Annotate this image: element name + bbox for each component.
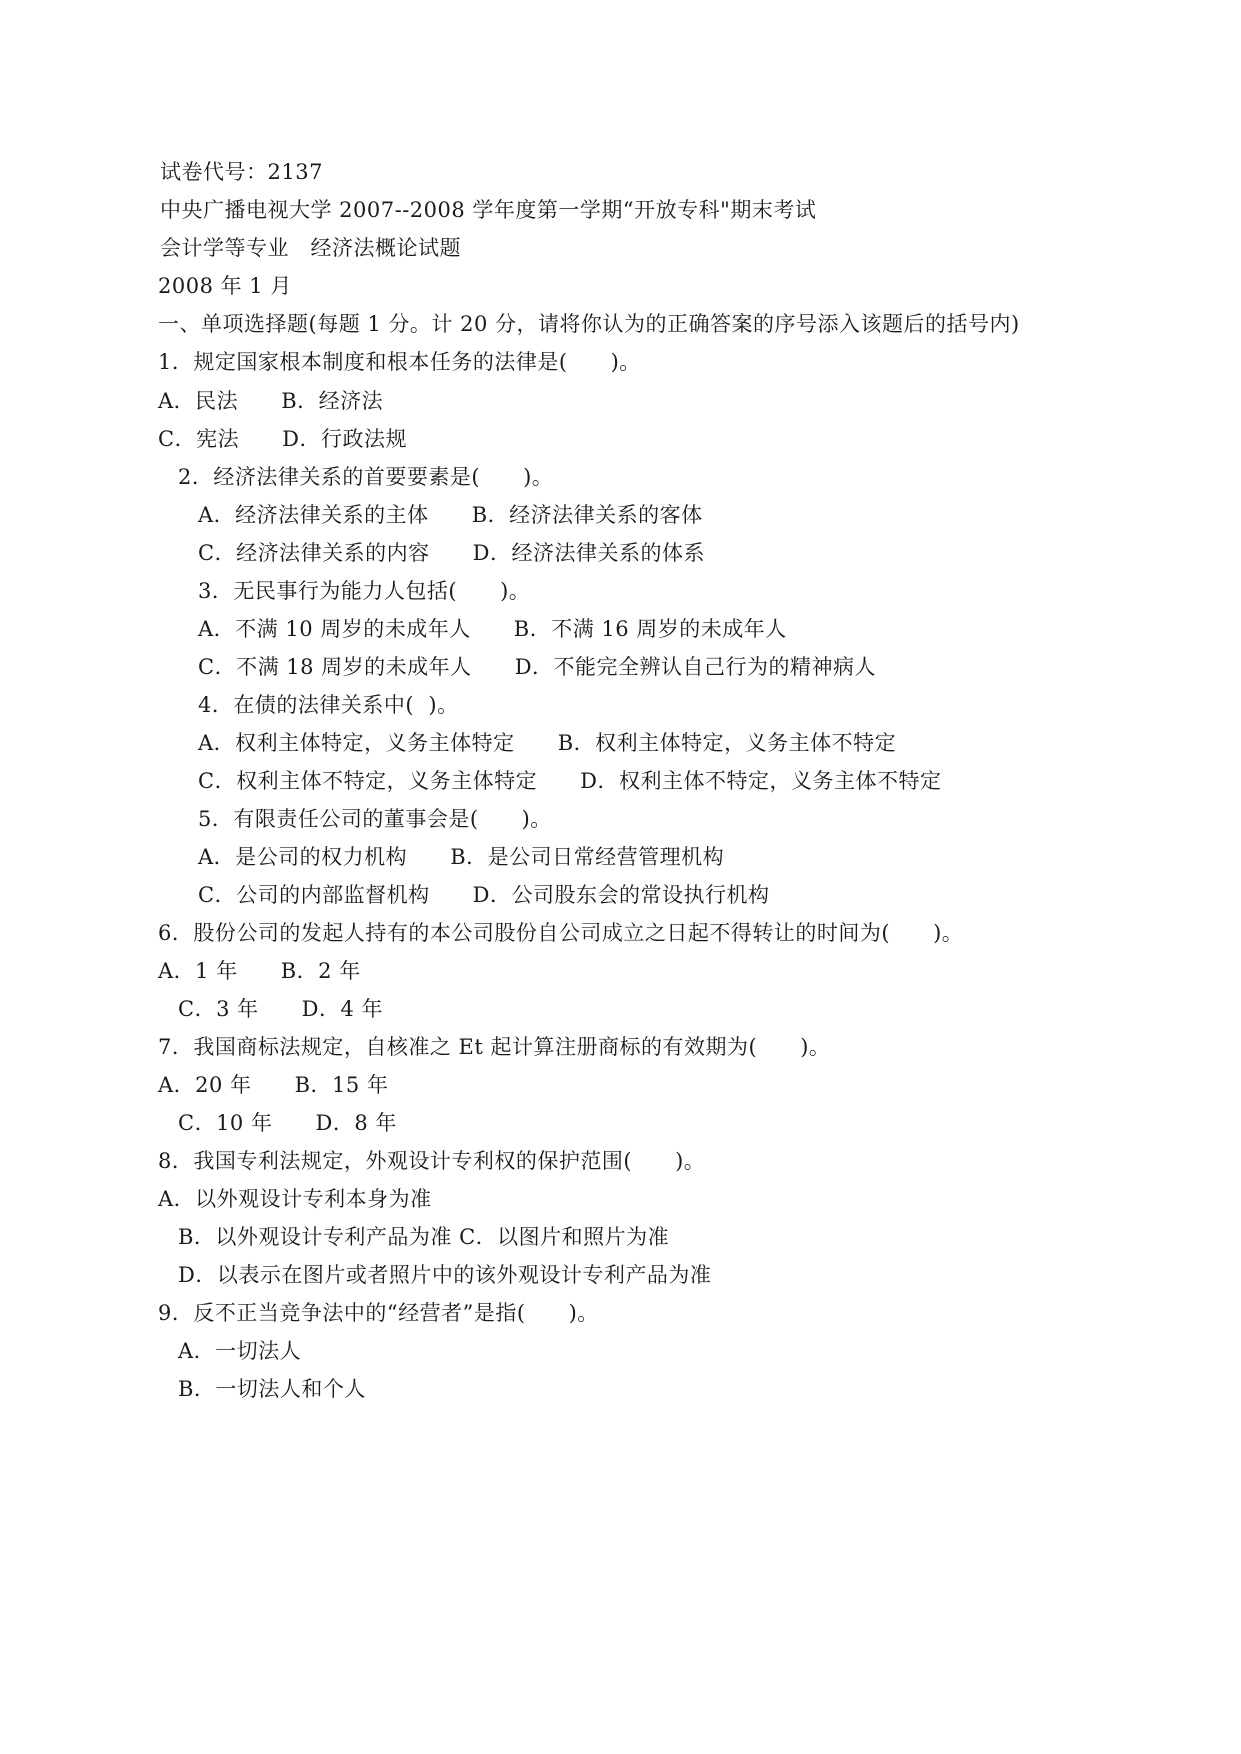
question-4-options-cd: C．权利主体不特定，义务主体特定 D．权利主体不特定，义务主体不特定 [198,769,942,793]
question-5-options-ab: A．是公司的权力机构 B．是公司日常经营管理机构 [198,845,725,869]
exam-title: 中央广播电视大学 2007--2008 学年度第一学期“开放专科"期末考试 [160,198,817,222]
question-1-options-ab: A．民法 B．经济法 [158,389,384,413]
question-8-option-bc: B．以外观设计专利产品为准 C．以图片和照片为准 [178,1225,670,1249]
question-4-stem: 4．在债的法律关系中( )。 [198,693,459,717]
question-5-options-cd: C．公司的内部监督机构 D．公司股东会的常设执行机构 [198,883,770,907]
question-6-options-ab: A．1 年 B．2 年 [158,959,361,983]
question-3-options-ab: A．不满 10 周岁的未成年人 B．不满 16 周岁的未成年人 [198,617,787,641]
question-3-options-cd: C．不满 18 周岁的未成年人 D．不能完全辨认自己行为的精神病人 [198,655,877,679]
question-9-stem: 9．反不正当竞争法中的“经营者”是指( )。 [158,1301,599,1325]
exam-subject: 会计学等专业 经济法概论试题 [160,236,462,260]
question-1-options-cd: C．宪法 D．行政法规 [158,427,407,451]
question-8-option-a: A．以外观设计专利本身为准 [158,1187,432,1211]
question-6-stem: 6．股份公司的发起人持有的本公司股份自公司成立之日起不得转让的时间为( )。 [158,921,964,945]
question-9-option-b: B．一切法人和个人 [178,1377,366,1401]
question-2-options-ab: A．经济法律关系的主体 B．经济法律关系的客体 [198,503,703,527]
question-5-stem: 5．有限责任公司的董事会是( )。 [198,807,552,831]
question-6-options-cd: C．3 年 D．4 年 [178,997,384,1021]
exam-date: 2008 年 1 月 [158,274,292,298]
question-2-stem: 2．经济法律关系的首要要素是( )。 [178,465,554,489]
question-7-stem: 7．我国商标法规定，自核准之 Et 起计算注册商标的有效期为( )。 [158,1035,831,1059]
question-1-stem: 1．规定国家根本制度和根本任务的法律是( )。 [158,350,641,374]
question-2-options-cd: C．经济法律关系的内容 D．经济法律关系的体系 [198,541,705,565]
question-8-option-d: D．以表示在图片或者照片中的该外观设计专利产品为准 [178,1263,712,1287]
question-4-options-ab: A．权利主体特定，义务主体特定 B．权利主体特定，义务主体不特定 [198,731,897,755]
question-9-option-a: A．一切法人 [178,1339,302,1363]
question-7-options-cd: C．10 年 D．8 年 [178,1111,397,1135]
question-8-stem: 8．我国专利法规定，外观设计专利权的保护范围( )。 [158,1149,706,1173]
paper-code: 试卷代号：2137 [160,160,323,184]
question-7-options-ab: A．20 年 B．15 年 [158,1073,389,1097]
section-title: 一、单项选择题(每题 1 分。计 20 分，请将你认为的正确答案的序号添入该题后的括号内) [158,312,1020,336]
question-3-stem: 3．无民事行为能力人包括( )。 [198,579,531,603]
